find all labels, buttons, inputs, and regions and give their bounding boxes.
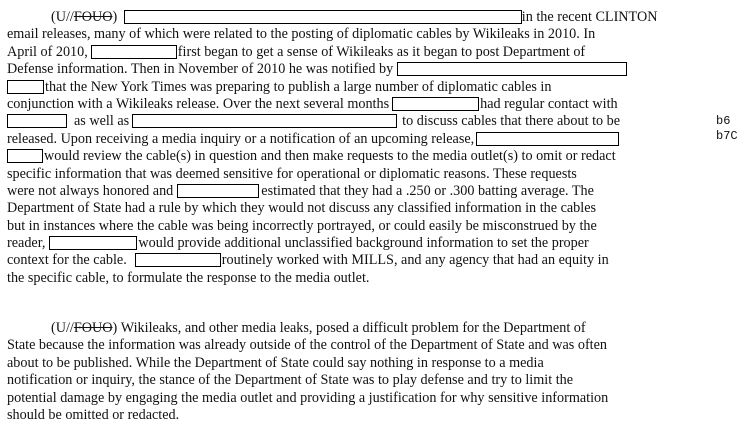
redaction-box	[476, 132, 619, 146]
redaction-box	[392, 97, 479, 111]
classification-marking: (U//FOUO)	[51, 9, 118, 25]
redaction-box	[135, 253, 221, 267]
redaction-box	[132, 114, 397, 128]
redaction-box	[7, 80, 44, 94]
redaction-box	[177, 184, 259, 198]
exemption-code-b7c: b7C	[716, 129, 738, 143]
paragraph-2: (U//FOUO) Wikileaks, and other media leaks, posed a difficult problem for the Department of State because the information was already outside of the control of the Department of State and was often about to be published. While the Department of State could say nothing in response to a media notification or inquiry, the stance of the Department of State was to play defense and try to limit the potential damage by engaging the media outlet and providing a justification for why sensitive information should be omitted or redacted.	[7, 320, 609, 423]
exemption-code-b6: b6	[716, 114, 731, 128]
exemption-codes	[716, 114, 738, 144]
redaction-box	[91, 45, 177, 59]
redaction-box	[124, 10, 522, 24]
redaction-box	[49, 236, 137, 250]
paragraph-1: (U//FOUO) in the recent CLINTON email releases, many of which were related to the posting of diplomatic cables by Wikileaks in 2010. In April of 2010, first began to get a sense of Wikileaks as it began to post Department of Defense information. Then in November of 2010 he was notified by that the New York Times was preparing to publish a large number of diplomatic cables in conjunction with a Wikileaks release. Over the next several months had regular contact with as well as to discuss cables that there about to be released. Upon receiving a media inquiry or a notification of an upcoming release, would review the cable(s) in question and then make requests to the media outlet(s) to omit or redact specific information that was deemed sensitive for operational or diplomatic reasons. These requests were not always honored and estimated that they had a .250 or .300 batting average. The Department of State had a rule by which they would not discuss any classified information in the cables but in instances where the cable was being incorrectly portrayed, or could easily be misconstrued by the reader, would provide additional unclassified background information to set the proper context for the cable. routinely worked with MILLS, and any agency that had an equity in the specific cable, to formulate the response to the media outlet.	[7, 9, 658, 286]
redaction-box	[397, 62, 627, 76]
classification-marking: (U//FOUO)	[51, 320, 118, 336]
redaction-box	[7, 149, 43, 163]
redaction-box	[7, 114, 67, 128]
